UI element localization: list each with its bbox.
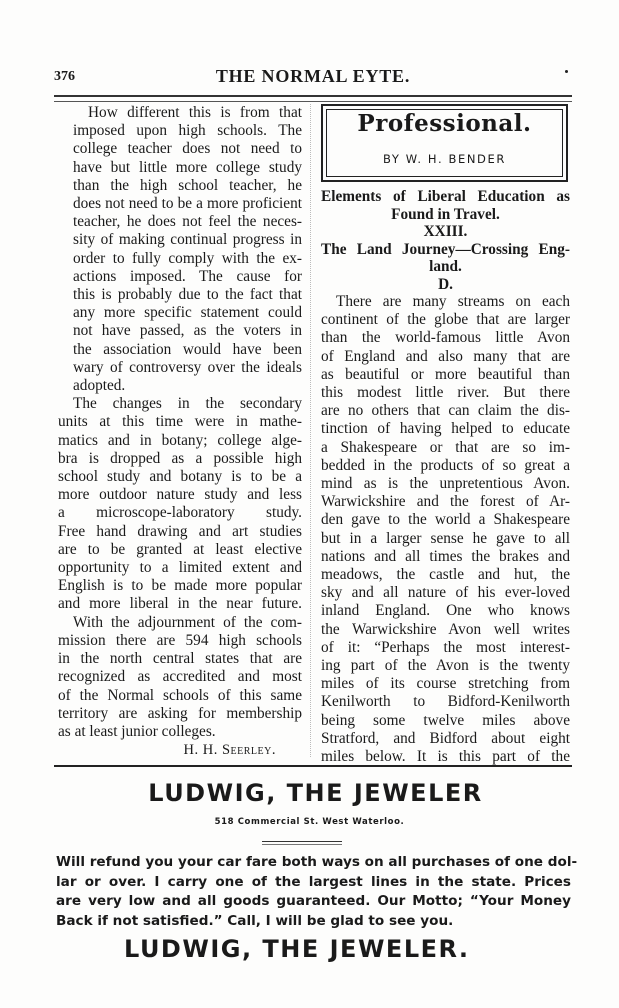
text-line: than the world-famous little Avon xyxy=(321,329,570,347)
text-line: actions imposed. The cause for xyxy=(73,267,302,285)
text-line: D. xyxy=(438,275,453,293)
text-line: imposed upon high schools. The xyxy=(73,122,302,140)
text-line: Kenilworth to Bidford-Kenilworth xyxy=(321,693,570,711)
page-number: 376 xyxy=(54,69,75,84)
text-line: school study and botany is to be a xyxy=(58,468,302,486)
text-line: being some twelve miles above xyxy=(321,711,570,729)
text-line: territory are asking for membership xyxy=(58,704,302,722)
text-line: matics and in botany; college alge- xyxy=(58,431,302,449)
paragraph xyxy=(321,293,570,766)
text-line: does not need to be a more proficient xyxy=(73,195,302,213)
text-line: Back if not satisfied.” Call, I will be glad to see you. xyxy=(56,912,454,929)
text-line: more outdoor nature study and less xyxy=(58,486,302,504)
text-line: bedded in the products of so great a xyxy=(321,456,570,474)
text-line: the Warwickshire Avon well writes xyxy=(321,620,570,638)
text-line: miles of its course stretching from xyxy=(321,675,570,693)
header-rule xyxy=(54,95,572,102)
paragraph xyxy=(58,614,302,741)
article-subtitle xyxy=(321,241,570,276)
text-line: tinction of having helped to educate xyxy=(321,420,570,438)
text-line: den gave to the world a Shakespeare xyxy=(321,511,570,529)
text-line: in the north central states that are xyxy=(58,650,302,668)
text-line: nations and all times the brakes and xyxy=(321,547,570,565)
text-line: but in a larger sense he gave to all xyxy=(321,529,570,547)
text-line: the association would have been xyxy=(73,340,302,358)
text-line: opportunity to a limited extent and xyxy=(58,559,302,577)
text-line: Found in Travel. xyxy=(391,205,500,223)
text-line: as at least junior colleges. xyxy=(58,722,216,740)
text-line: this modest little river. But there xyxy=(321,384,570,402)
section-byline: BY W. H. BENDER xyxy=(383,152,506,166)
section-title-box xyxy=(321,104,568,182)
text-line: continent of the globe that are larger xyxy=(321,311,570,329)
text-line: XXIII. xyxy=(423,223,468,240)
text-line: are very low and all goods guaranteed. Our Motto; “Your Money xyxy=(56,893,571,909)
text-line: bra is dropped as a possible high xyxy=(58,449,302,467)
text-line: recognized as accredited and most xyxy=(58,668,302,686)
author-signature: H. H. Seerley. xyxy=(183,742,276,759)
text-line: of it: “Perhaps the most interest- xyxy=(321,638,570,656)
text-line: sky and all nature of his ever-loved xyxy=(321,584,570,602)
article-number xyxy=(321,223,570,241)
text-line: of England and also many that are xyxy=(321,347,570,365)
text-line: Stratford, and Bidford about eight xyxy=(321,729,570,747)
ad-short-rule xyxy=(262,841,342,845)
text-line: a microscope-laboratory study. xyxy=(58,504,302,522)
text-line: order to fully comply with the ex- xyxy=(73,249,302,267)
text-line: than the high school teacher, he xyxy=(73,176,302,194)
text-line: mind as is the unpretentious Avon. xyxy=(321,475,570,493)
text-line: land. xyxy=(429,258,462,275)
text-line: miles below. It is this part of the xyxy=(321,748,570,766)
text-line: sity of making continual progress in xyxy=(73,231,302,249)
column-divider xyxy=(310,104,311,757)
text-line: Elements of Liberal Education as xyxy=(321,188,570,205)
header-dot xyxy=(565,70,568,73)
text-line: teacher, he does not feel the neces- xyxy=(73,213,302,231)
ad-address: 518 Commercial St. West Waterloo. xyxy=(214,817,405,827)
text-line: as beautiful or more beautiful than xyxy=(321,365,570,383)
text-line: mission there are 594 high schools xyxy=(58,631,302,649)
article-title xyxy=(321,188,570,223)
text-line: this is probably due to the fact that xyxy=(73,286,302,304)
journal-title: THE NORMAL EYTE. xyxy=(215,66,411,86)
text-line: not have passed, as the voters in xyxy=(73,322,302,340)
paragraph xyxy=(58,395,302,613)
text-line: are no others that can claim the dis- xyxy=(321,402,570,420)
text-line: inland England. One who knows xyxy=(321,602,570,620)
text-line: and more liberal in the near future. xyxy=(58,595,302,613)
text-line: are to be granted at least elective xyxy=(58,540,302,558)
text-line: adopted. xyxy=(73,377,126,395)
ad-heading: LUDWIG, THE JEWELER xyxy=(148,779,483,807)
text-line: The Land Journey—Crossing Eng- xyxy=(321,240,570,258)
text-line: meadows, the castle and hut, the xyxy=(321,566,570,584)
text-line: Free hand drawing and art studies xyxy=(58,522,302,540)
paragraph xyxy=(58,104,302,395)
ad-body xyxy=(56,853,578,931)
left-column xyxy=(58,104,302,759)
subsection-letter xyxy=(321,276,570,294)
text-line: How different this is from that xyxy=(88,104,302,121)
text-line: ing part of the Avon is the twenty xyxy=(321,657,570,675)
text-line: English is to be made more popular xyxy=(58,577,302,595)
text-line: a Shakespeare or that are so im- xyxy=(321,438,570,456)
section-rule xyxy=(54,765,572,767)
text-line: The changes in the secondary xyxy=(73,395,302,413)
section-title: Professional. xyxy=(357,110,532,137)
text-line: of the Normal schools of this same xyxy=(58,686,302,704)
text-line: Warwickshire and the forest of Ar- xyxy=(321,493,570,511)
text-line: units at this time were in mathe- xyxy=(58,413,302,431)
text-line: lar or over. I carry one of the largest lines in the state. Prices xyxy=(56,873,571,890)
text-line: any more specific statement could xyxy=(73,304,302,322)
text-line: wary of controversy over the ideals xyxy=(73,358,302,376)
page-header xyxy=(54,66,572,88)
text-line: college teacher does not need to xyxy=(73,140,302,158)
text-line: With the adjournment of the com- xyxy=(73,613,302,631)
text-line: There are many streams on each xyxy=(336,293,570,310)
text-line: Will refund you your car fare both ways on all purchases of one dol- xyxy=(56,854,578,870)
text-line: have but little more college study xyxy=(73,158,302,176)
right-column xyxy=(321,104,570,766)
ad-closing: LUDWIG, THE JEWELER. xyxy=(124,935,470,963)
